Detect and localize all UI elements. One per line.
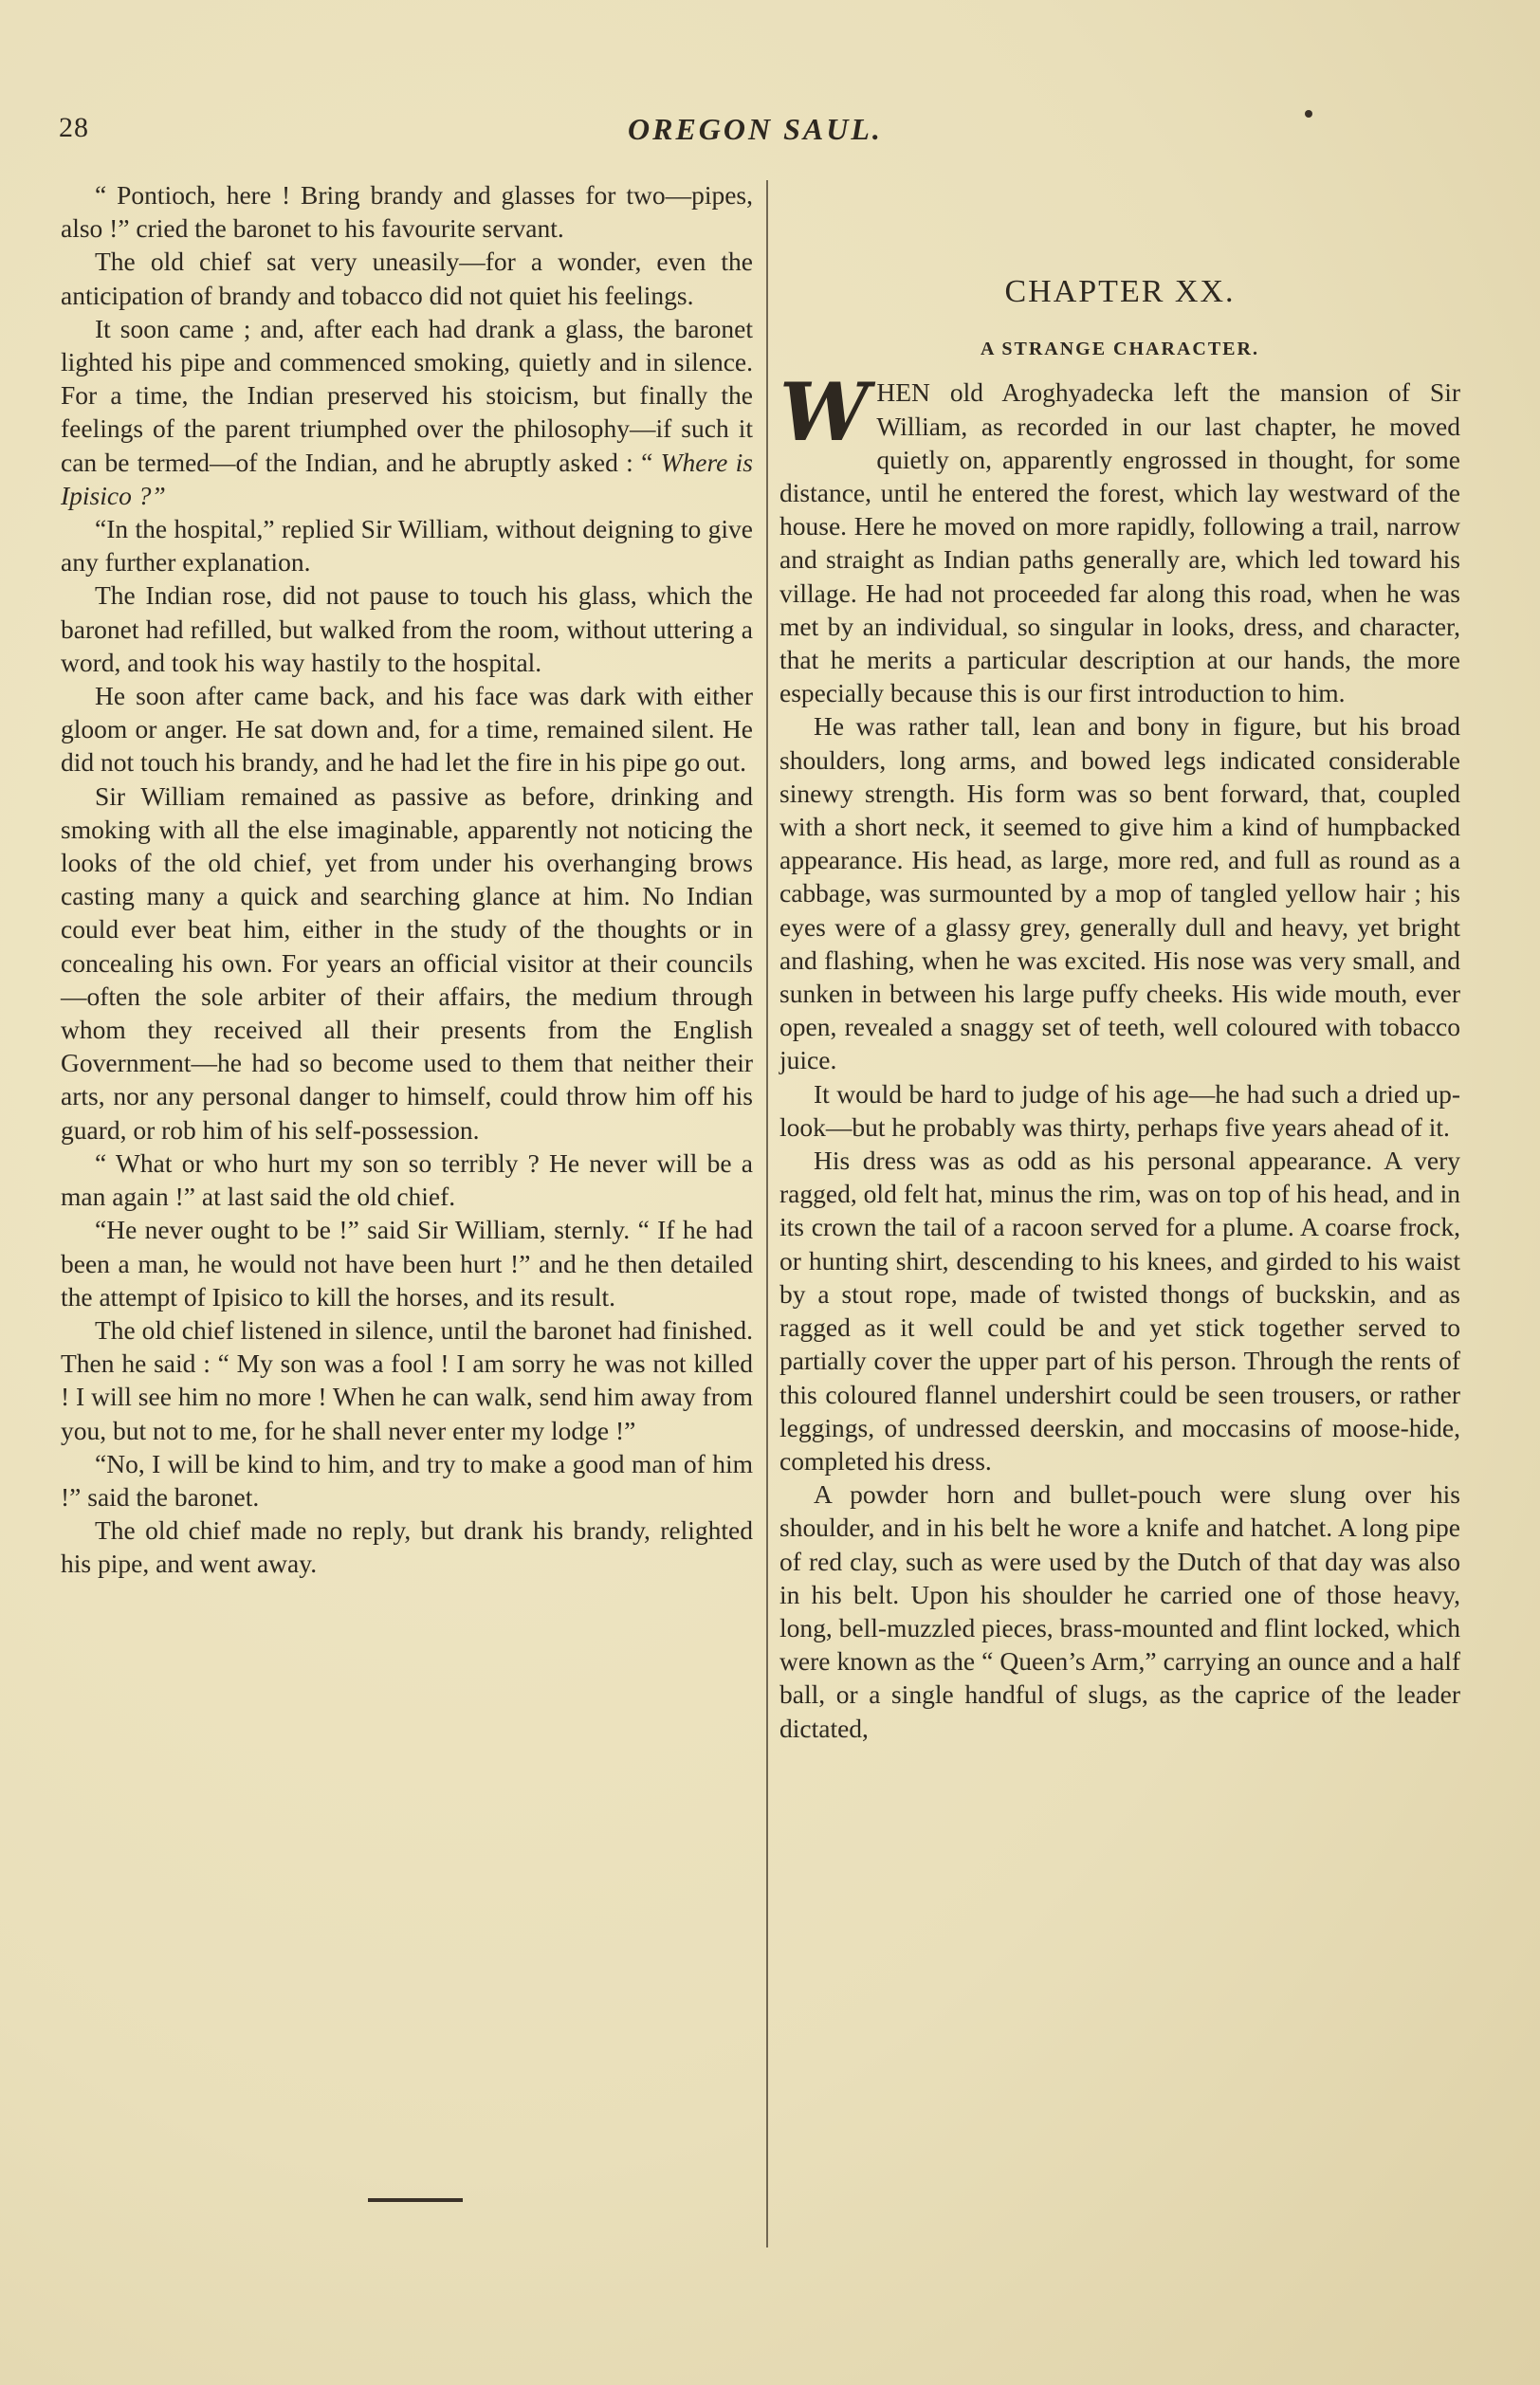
- paragraph: His dress was as odd as his personal appearance. A very ragged, old felt hat, minus the rim, was on top of his head, and in its crown the tail of a racoon served for a plume. A coarse frock, or hunting shirt, descending to his knees, and girded to his waist by a stout rope, made of twisted thongs of buckskin, and as ragged as it well could be and yet stick together served to partially cover the upper part of his person. Through the rents of this coloured flannel undershirt could be seen trousers, or rather leggings, of undressed deerskin, and moccasins of moose-hide, completed his dress.: [779, 1146, 1460, 1476]
- paragraph: A powder horn and bullet-pouch were slung over his shoulder, and in his belt he wore a knife and hatchet. A long pipe of red clay, such as were used by the Dutch of that day was also in his belt. Upon his shoulder he carried one of those heavy, long, bell-muzzled pieces, brass-mounted and flint locked, which were known as the “ Queen’s Arm,” carrying an ounce and a half ball, or a single handful of slugs, as the caprice of the leader dictated,: [779, 1479, 1460, 1743]
- paragraph: The old chief listened in silence, until the baronet had finished. Then he said : “ My son was a fool ! I am sorry he was not killed ! I will see him no more ! When he can walk, send him away from you, but not to me, for he shall never enter my lodge !”: [61, 1314, 753, 1445]
- column-divider: [766, 180, 768, 2247]
- left-column: [61, 178, 753, 1581]
- paragraph: [61, 312, 753, 512]
- section-end-rule: [368, 2198, 463, 2202]
- paragraph: The old chief made no reply, but drank his brandy, relighted his pipe, and went away.: [61, 1515, 753, 1579]
- chapter-subtitle: A STRANGE CHARACTER.: [981, 339, 1259, 360]
- paragraph: The old chief sat very uneasily—for a wonder, even the anticipation of brandy and tobacco did not quiet his feelings.: [61, 247, 753, 310]
- right-column: [779, 190, 1460, 1745]
- chapter-opening-paragraph: [779, 365, 1460, 709]
- first-word-rest: HEN: [876, 377, 930, 408]
- paragraph: “ What or who hurt my son so terribly ? He never will be a man again !” at last said the old chief.: [61, 1147, 753, 1212]
- running-title: OREGON SAUL.: [628, 112, 883, 146]
- paragraph: Sir William remained as passive as before, drinking and smoking with all the else imaginable, apparently not noticing the looks of the old chief, yet from under his overhanging brows casting many a quick and searching glance at him. No Indian could ever beat him, either in the study of the thoughts or in concealing his own. For years an official visitor at their councils—often the sole arbiter of their affairs, the medium through whom they received all their presents from the English Government—he had so become used to them that neither their arts, nor any personal danger to himself, could throw him off his guard, or rob him of his self-possession.: [61, 780, 753, 1145]
- page-header: [59, 112, 1481, 159]
- drop-cap: W: [779, 365, 870, 460]
- paragraph: He was rather tall, lean and bony in figure, but his broad shoulders, long arms, and bowed legs indicated considerable sinewy strength. His form was so bent forward, that, coupled with a short neck, it seemed to give him a kind of humpbacked appearance. His head, as large, more red, and full as round as a cabbage, was surmounted by a mop of tangled yellow hair ; his eyes were of a glassy grey, generally dull and heavy, yet bright and flashing, when he was excited. His nose was very small, and sunken in between his large puffy cheeks. His wide mouth, ever open, revealed a snaggy set of teeth, well coloured with tobacco juice.: [779, 711, 1460, 1075]
- chapter-title: CHAPTER XX.: [1004, 274, 1236, 309]
- ink-speck: [1305, 110, 1312, 118]
- paragraph-text: old Aroghyadecka left the mansion of Sir William, as recorded in our last chapter, he moved quietly on, apparently engrossed in thought, for some distance, until he entered the forest, which lay westward of the house. Here he moved on more rapidly, following a trail, narrow and straight as Indian paths generally are, which led toward his village. He had not proceeded far along this road, when he was met by an individual, so singular in looks, dress, and character, that he merits a particular description at our hands, the more especially because this is our first introduction to him.: [779, 377, 1460, 708]
- paragraph: “ Pontioch, here ! Bring brandy and glasses for two—pipes, also !” cried the baronet to his favourite servant.: [61, 180, 753, 244]
- paragraph: “In the hospital,” replied Sir William, without deigning to give any further explanation.: [61, 514, 753, 578]
- page-number: 28: [59, 112, 89, 143]
- paragraph: He soon after came back, and his face was dark with either gloom or anger. He sat down and, for a time, remained silent. He did not touch his brandy, and he had let the fire in his pipe go out.: [61, 681, 753, 778]
- italic-question: Where is Ipisico ?”: [61, 447, 753, 510]
- paragraph: “He never ought to be !” said Sir William, sternly. “ If he had been a man, he would not have been hurt !” and he then detailed the attempt of Ipisico to kill the horses, and its result.: [61, 1215, 753, 1312]
- paragraph: The Indian rose, did not pause to touch his glass, which the baronet had refilled, but walked from the room, without uttering a word, and took his way hastily to the hospital.: [61, 580, 753, 677]
- paragraph: It would be hard to judge of his age—he had such a dried up-look—but he probably was thirty, perhaps five years ahead of it.: [779, 1078, 1460, 1142]
- paragraph: “No, I will be kind to him, and try to make a good man of him !” said the baronet.: [61, 1448, 753, 1512]
- paragraph-text: It soon came ; and, after each had drank a glass, the baronet lighted his pipe and commenced smoking, quietly and in silence. For a time, the Indian preserved his stoicism, but finally the feelings of the parent triumphed over the philosophy—if such it can be termed—of the Indian, and he abruptly asked : “: [61, 313, 753, 477]
